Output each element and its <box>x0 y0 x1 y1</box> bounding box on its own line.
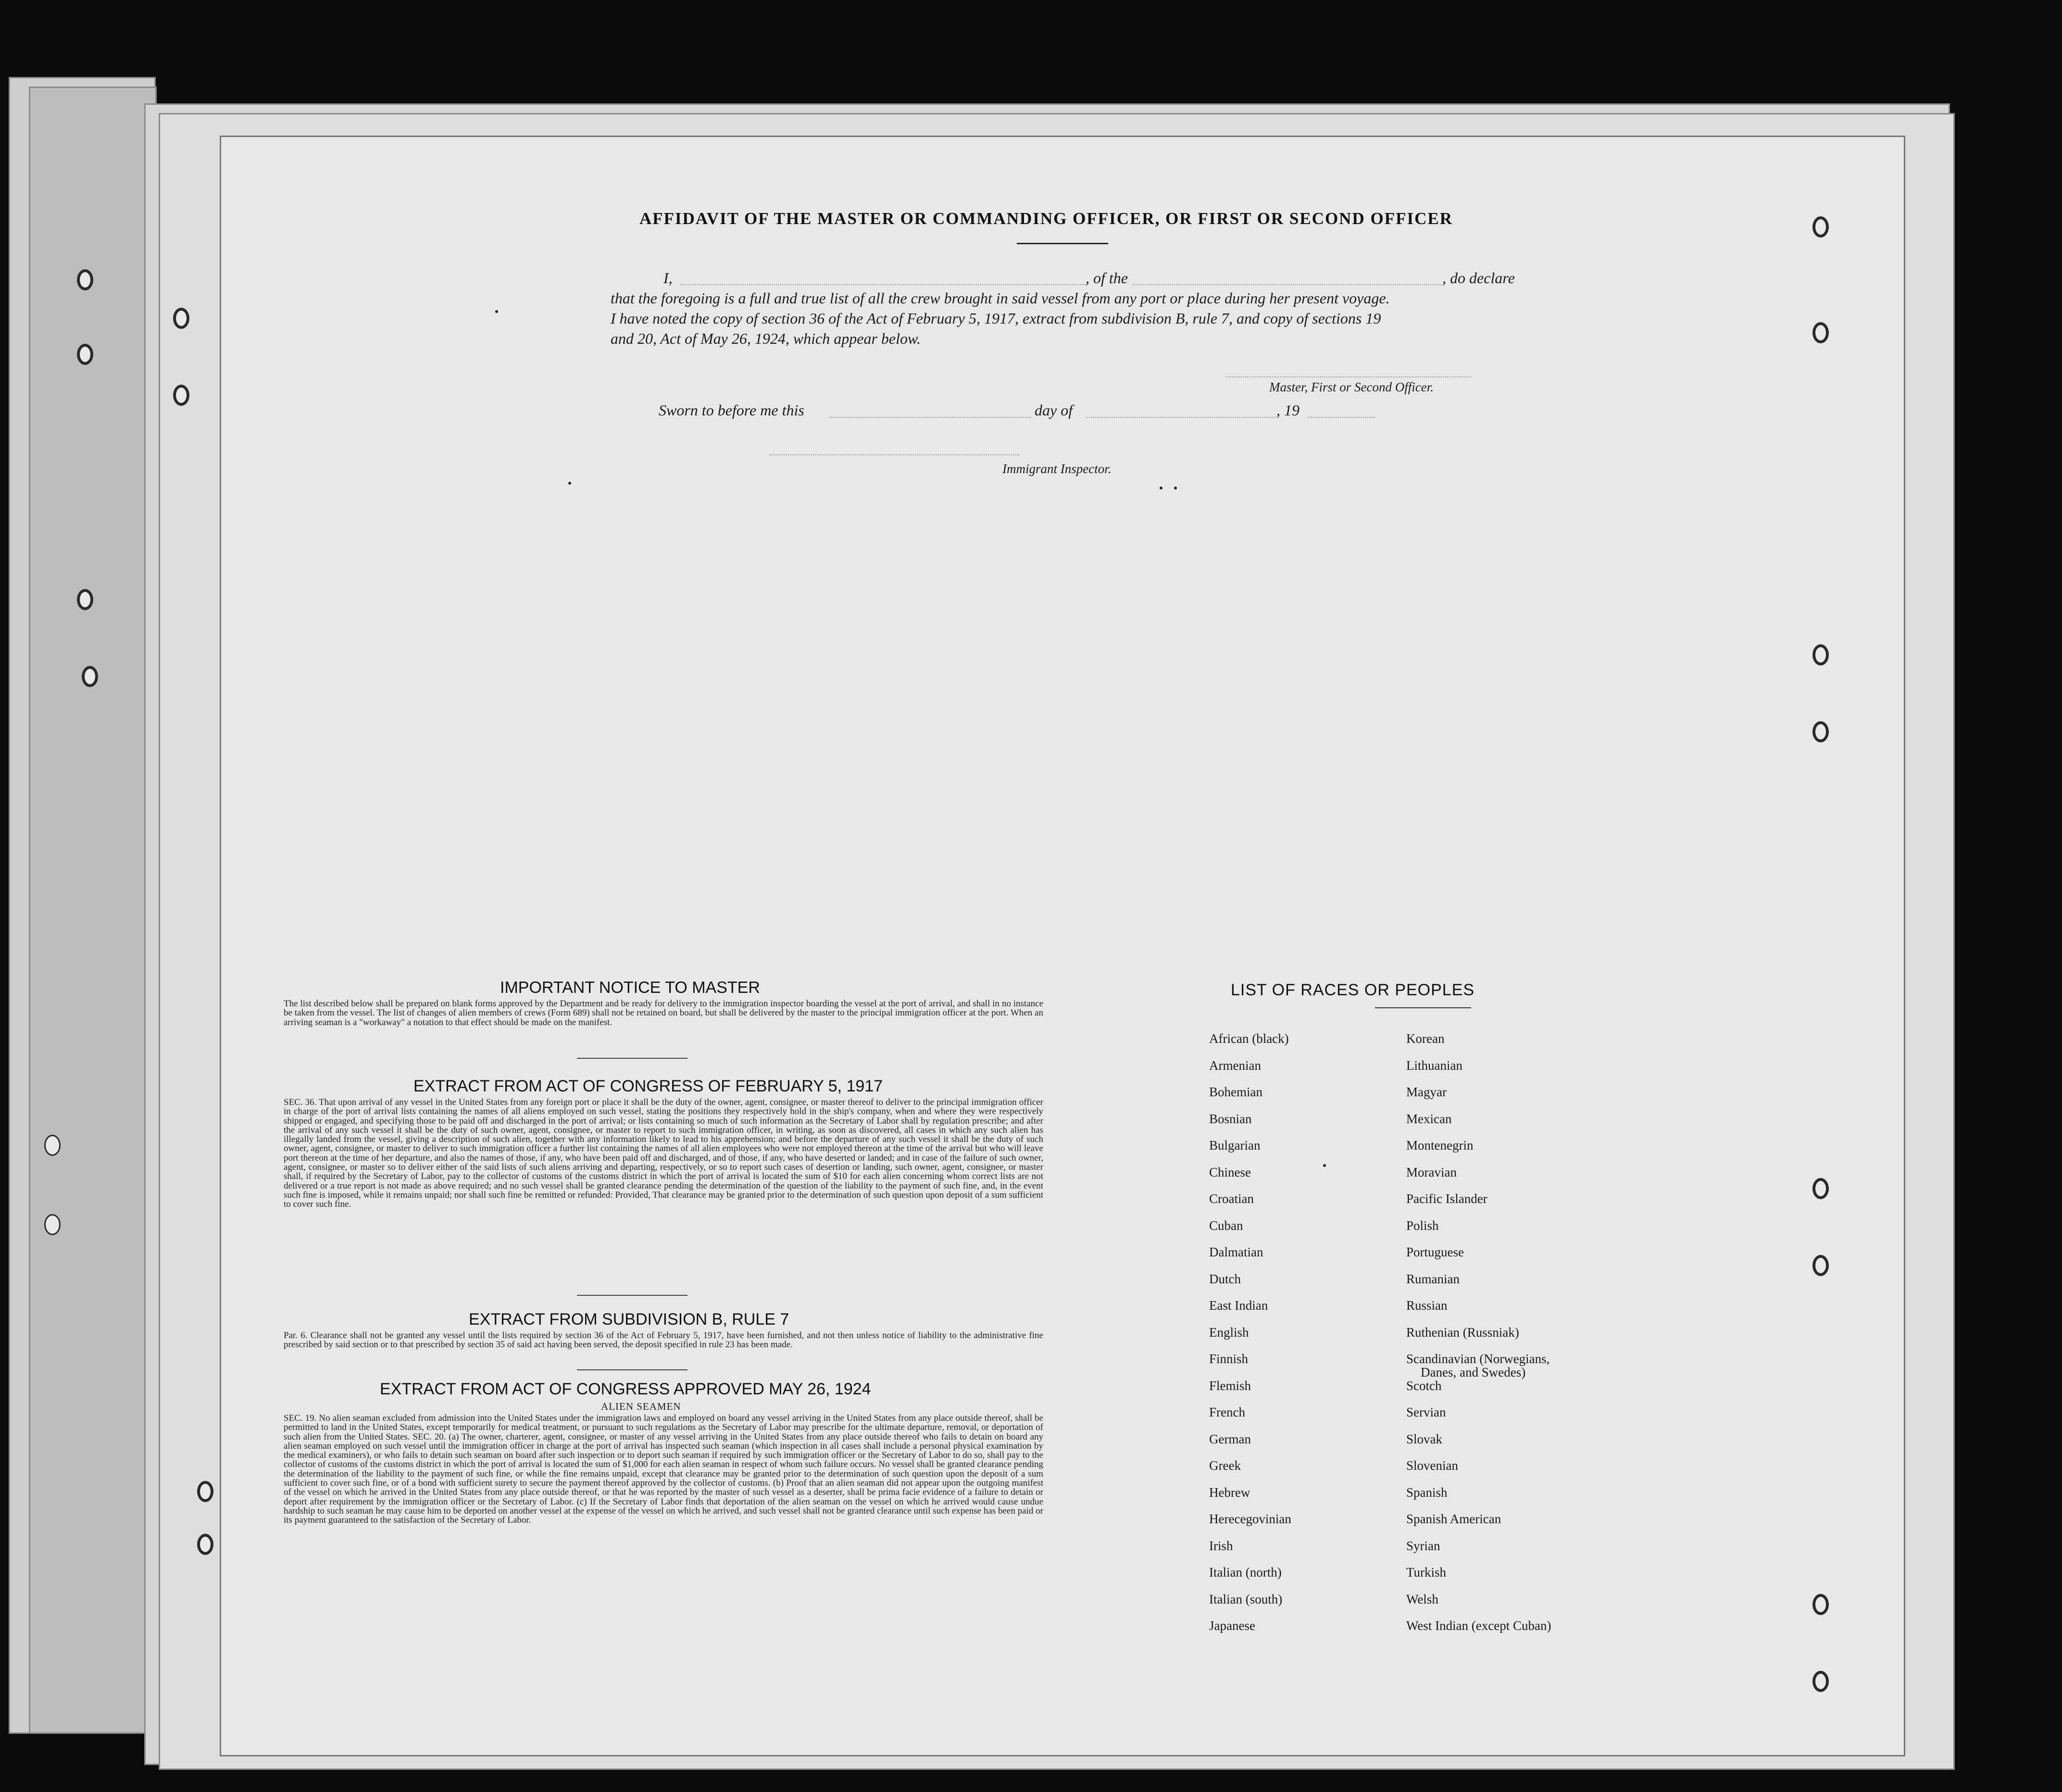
sworn-year-field[interactable] <box>1308 417 1375 418</box>
affidavit-line4: and 20, Act of May 26, 1924, which appear below. <box>611 330 921 347</box>
affidavit-title: AFFIDAVIT OF THE MASTER OR COMMANDING OFFICER, OR FIRST OR SECOND OFFICER <box>639 209 1453 228</box>
race-item: Bulgarian <box>1209 1138 1261 1153</box>
race-item: Italian (south) <box>1209 1591 1283 1606</box>
races-title: LIST OF RACES OR PEOPLES <box>1231 981 1475 999</box>
binder-hole-icon <box>1812 1671 1829 1692</box>
extract-1917-body: SEC. 36. That upon arrival of any vessel in the United States from any foreign port or place it shall be the duty of the owner, agent, consignee, or master thereof to deliver to the principal immigration officer in charge of the port of arrival lists containing the names of all aliens employed on such vessel, stating the positions they respectively hold in the ship's company, when and where they were respectively shipped or engaged, and specifying those to be paid off and discharged in the port of arrival; or lists containing so much of such information as the Secretary of Labor shall by regulation prescribe; and after the arrival of any such vessel it shall be the duty of such owner, agent, consignee, or master to report to such immigration officer, in writing, as soon as discovered, all cases in which any such alien has illegally landed from the vessel, giving a description of such alien, together with any information likely to lead to his apprehension; and before the departure of any such vessel it shall be the duty of such owner, agent, consignee, or master to deliver to such immigration officer a further list containing the names of all alien employees who were not employed thereon at the time of the arrival but who will leave port thereon at the time of her departure, and also the names of those, if any, who have been paid off and discharged, and of those, if any, who have deserted or landed; and in case of the failure of such owner, agent, consignee, or master so to deliver either of the said lists of such aliens arriving and departing, respectively, or so to report such cases of desertion or landing, such owner, agent, consignee, or master shall, if required by the Secretary of Labor, pay to the collector of customs of the customs district in which the port of arrival is located the sum of $10 for each alien concerning whom correct lists are not delivered or a true report is not made as above required; and no such vessel shall be granted clearance pending the determination of the question of the liability to the payment of such fine, and, in the event such fine is imposed, while it remains unpaid; nor shall such fine be remitted or refunded: Provided, That clearance may be granted prior to the determination of such question upon deposit of a sum sufficient to cover such fine. <box>284 1097 1043 1210</box>
affidavit-page <box>221 137 1904 1755</box>
race-item: Japanese <box>1209 1618 1255 1633</box>
officer-signature-line[interactable] <box>1226 376 1471 377</box>
inspector-signature-label: Immigrant Inspector. <box>1002 462 1112 476</box>
sworn-day-of: day of <box>1035 401 1073 419</box>
race-item: Flemish <box>1209 1378 1251 1393</box>
race-item: Portuguese <box>1406 1245 1464 1259</box>
race-item: German <box>1209 1431 1251 1446</box>
race-item: Bosnian <box>1209 1111 1252 1126</box>
underlying-page-left-inner <box>29 87 157 1734</box>
binder-hole-icon <box>1812 721 1829 742</box>
race-item: Korean <box>1406 1031 1445 1046</box>
notice-title: IMPORTANT NOTICE TO MASTER <box>500 978 760 997</box>
affidavit-line3: I have noted the copy of section 36 of the Act of February 5, 1917, extract from subdivision B, rule 7, and copy of sections 19 <box>611 310 1381 327</box>
affidavit-line1-of-the: , of the <box>1086 269 1128 287</box>
binder-hole-icon <box>1812 216 1829 238</box>
race-item: Croatian <box>1209 1191 1254 1206</box>
binder-hole-icon <box>197 1481 213 1502</box>
binder-hole-icon <box>173 308 189 329</box>
sworn-text: Sworn to before me this <box>659 401 804 419</box>
binder-hole-icon <box>44 1214 61 1235</box>
race-item: Montenegrin <box>1406 1138 1474 1153</box>
binder-hole-icon <box>1812 322 1829 343</box>
race-item: Pacific Islander <box>1406 1191 1487 1206</box>
officer-signature-label: Master, First or Second Officer. <box>1269 380 1434 394</box>
race-item: Ruthenian (Russniak) <box>1406 1325 1519 1340</box>
sworn-day-field[interactable] <box>829 417 1031 418</box>
binder-hole-icon <box>77 589 93 610</box>
races-title-underline <box>1375 1007 1471 1008</box>
ink-mark <box>568 482 571 485</box>
race-item: Scotch <box>1406 1378 1442 1393</box>
race-item: Lithuanian <box>1406 1058 1462 1073</box>
race-item: Moravian <box>1406 1165 1457 1179</box>
race-item: Bohemian <box>1209 1085 1262 1099</box>
sworn-month-field[interactable] <box>1087 417 1276 418</box>
extract-1924-subtitle: ALIEN SEAMEN <box>601 1401 681 1412</box>
extract-1917-title: EXTRACT FROM ACT OF CONGRESS OF FEBRUARY 5, 1917 <box>413 1077 883 1095</box>
race-item: Dutch <box>1209 1271 1241 1286</box>
affidavit-line1-declare: , do declare <box>1442 269 1515 287</box>
race-item: Servian <box>1406 1405 1446 1419</box>
race-item: Russian <box>1406 1298 1448 1313</box>
binder-hole-icon <box>173 385 189 406</box>
race-item: East Indian <box>1209 1298 1268 1313</box>
ink-mark <box>1174 487 1177 489</box>
race-item: Turkish <box>1406 1565 1447 1579</box>
name-field[interactable] <box>680 284 1087 285</box>
binder-hole-icon <box>1812 1594 1829 1615</box>
race-item: Spanish American <box>1406 1512 1501 1526</box>
race-item: English <box>1209 1325 1249 1340</box>
race-item: Welsh <box>1406 1591 1438 1606</box>
race-item: French <box>1209 1405 1245 1419</box>
race-item: Dalmatian <box>1209 1245 1263 1259</box>
binder-hole-icon <box>1812 1178 1829 1199</box>
binder-hole-icon <box>197 1534 213 1555</box>
notice-body: The list described below shall be prepared on blank forms approved by the Department and be ready for delivery to the immigration inspector boarding the vessel at the port of arrival, and shall in no instance be taken from the vessel. The list of changes of alien members of crews (Form 689) shall not be retained on board, but shall be delivered by the master to the principal immigration officer at the port. When an arriving seaman is a "workaway" a notation to that effect should be made on the manifest. <box>284 999 1043 1028</box>
race-item: Greek <box>1209 1458 1241 1473</box>
notice-divider <box>577 1058 687 1059</box>
extract-1917-divider <box>577 1295 687 1296</box>
race-item: Irish <box>1209 1538 1233 1553</box>
race-item: Slovak <box>1406 1431 1443 1446</box>
sworn-year-prefix: , 19 <box>1276 401 1300 419</box>
race-item: Scandinavian (Norwegians, <box>1406 1352 1550 1366</box>
vessel-field[interactable] <box>1132 284 1442 285</box>
race-item: Danes, and Swedes) <box>1421 1365 1526 1379</box>
binder-hole-icon <box>82 666 98 687</box>
binder-hole-icon <box>44 1135 61 1156</box>
race-item: African (black) <box>1209 1031 1289 1046</box>
ink-mark <box>1160 487 1162 489</box>
affidavit-line1-i: I, <box>663 269 673 287</box>
race-item: Polish <box>1406 1218 1439 1233</box>
race-item: Mexican <box>1406 1111 1452 1126</box>
race-item: Spanish <box>1406 1485 1448 1500</box>
extract-1924-body: SEC. 19. No alien seaman excluded from admission into the United States under the immigration laws and employed on board any vessel arriving in the United States from any place outside thereof, shall be permitted to land in the United States, except temporarily for medical treatment, or pursuant to such regulations as the Secretary of Labor may prescribe for the ultimate departure, removal, or deportation of such alien from the United States. SEC. 20. (a) The owner, charterer, agent, consignee, or master of any vessel arriving in the United States from any place outside thereof who fails to detain on board any alien seaman employed on such vessel until the immigration officer in charge at the port of arrival has inspected such seaman (which inspection in all cases shall include a personal physical examination by the medical examiners), or who fails to detain such seaman on board after such inspection or to deport such seaman if required by such immigration officer or the Secretary of Labor to do so, shall pay to the collector of customs of the customs district in which the port of arrival is located the sum of $1,000 for each alien seaman in respect of whom such failure occurs. No vessel shall be granted clearance pending the determination of the liability to the payment of such fine, or while the fine remains unpaid, except that clearance may be granted prior to the determination of such question upon the deposit of a sum sufficient to cover such fine, or of a bond with sufficient surety to secure the payment thereof approved by the collector of customs. (b) Proof that an alien seaman did not appear upon the outgoing manifest of the vessel on which he arrived in the United States from any place outside thereof, or that he was reported by the master of such vessel as a deserter, shall be prima facie evidence of a failure to detain or deport after requirement by the immigration officer or the Secretary of Labor. (c) If the Secretary of Labor finds that deportation of the alien seaman on the vessel on which he arrived would cause undue hardship to such seaman he may cause him to be deported on another vessel at the expense of the vessel on which he arrived, and such vessel shall not be granted clearance until such expense has been paid or its payment guaranteed to the satisfaction of the Secretary of Labor. <box>284 1413 1043 1526</box>
race-item: Syrian <box>1406 1538 1440 1553</box>
binder-hole-icon <box>77 344 93 365</box>
race-item: Herecegovinian <box>1209 1512 1291 1526</box>
race-item: Slovenian <box>1406 1458 1458 1473</box>
race-item: Rumanian <box>1406 1271 1460 1286</box>
binder-hole-icon <box>77 269 93 290</box>
inspector-signature-line[interactable] <box>769 454 1019 455</box>
race-item: West Indian (except Cuban) <box>1406 1618 1551 1633</box>
race-item: Cuban <box>1209 1218 1243 1233</box>
subdivision-b-body: Par. 6. Clearance shall not be granted any vessel until the lists required by section 36 of the Act of February 5, 1917, have been furnished, and not then unless notice of liability to the administrative fine prescribed by said section or to that prescribed by section 35 of said act having been served, the deposit specified in rule 23 has been made. <box>284 1330 1043 1350</box>
race-item: Chinese <box>1209 1165 1251 1179</box>
binder-hole-icon <box>1812 1255 1829 1276</box>
race-item: Finnish <box>1209 1352 1249 1366</box>
race-item: Hebrew <box>1209 1485 1250 1500</box>
subdivision-b-title: EXTRACT FROM SUBDIVISION B, RULE 7 <box>469 1310 789 1328</box>
title-underline <box>1017 243 1108 244</box>
binder-hole-icon <box>1812 644 1829 665</box>
affidavit-line2: that the foregoing is a full and true list of all the crew brought in said vessel from any port or place during her present voyage. <box>611 289 1390 307</box>
ink-mark <box>1323 1164 1326 1167</box>
ink-mark <box>495 310 498 313</box>
race-item: Magyar <box>1406 1085 1447 1099</box>
race-item: Armenian <box>1209 1058 1261 1073</box>
subdivision-b-divider <box>577 1369 687 1370</box>
race-item: Italian (north) <box>1209 1565 1282 1579</box>
extract-1924-title: EXTRACT FROM ACT OF CONGRESS APPROVED MAY 26, 1924 <box>380 1380 871 1398</box>
